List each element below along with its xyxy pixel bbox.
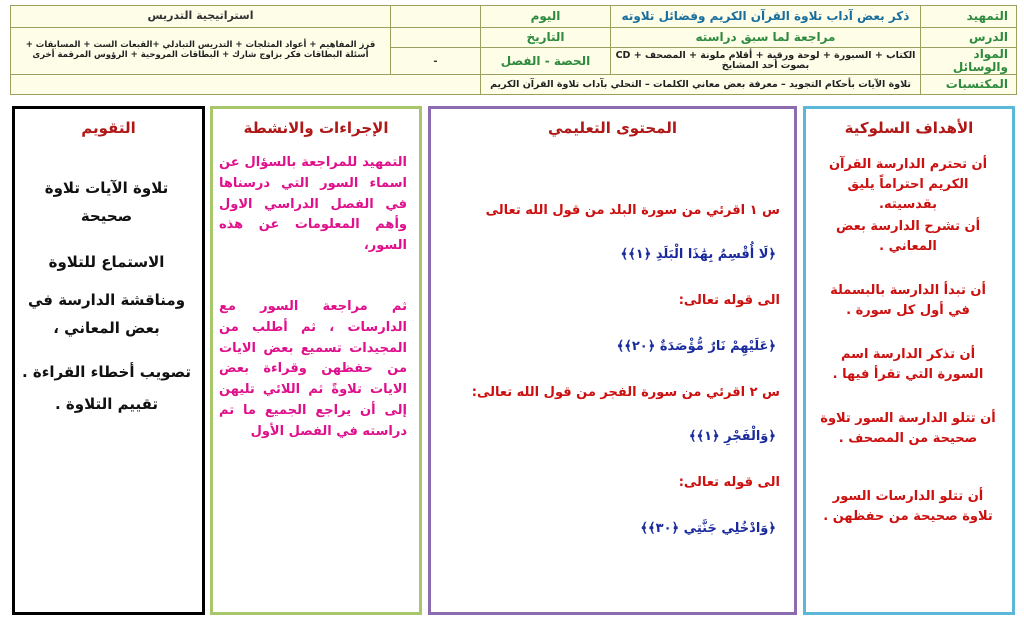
evaluation-item: تلاوة الآيات تلاوة صحيحة [44, 179, 169, 225]
activities-title: الإجراءات والانشطة [243, 119, 389, 137]
period-value: - [391, 48, 481, 75]
acquisitions-label: المكتسبات [921, 75, 1017, 95]
activities-column [210, 106, 422, 615]
day-label: اليوم [481, 6, 611, 28]
goal-item: أن تشرح الدارسة بعض المعاني . [835, 219, 981, 255]
evaluation-item: ومناقشة الدارسة في بعض المعاني ، [27, 291, 186, 337]
acquisitions-blank [11, 75, 481, 95]
evaluation-title: التقويم [81, 119, 136, 137]
until-label-2: الى قوله تعالى: [678, 475, 780, 490]
materials-value: الكتاب + السبورة + لوحة ورقية + أقلام ملونة + المصحف + CD بصوت أحد المشايخ [611, 48, 921, 75]
evaluation-column [12, 106, 205, 615]
verse-2: ﴿عَلَيْهِمْ نَارٌ مُّؤْصَدَةٌ ﴿٢٠﴾﴾ [616, 339, 776, 354]
intro-value: ذكر بعض آداب تلاوة القرآن الكريم وفضائل تلاوته [611, 6, 921, 28]
question-2: س ٢ اقرئي من سورة الفجر من قول الله تعالى: [471, 385, 780, 400]
lesson-value: مراجعة لما سبق دراسته [611, 28, 921, 48]
goal-item: أن تحترم الدارسة القرآن الكريم احتراماً يليق بقدسيته. [828, 157, 988, 213]
verse-4: ﴿وَادْخُلِي جَنَّتِي ﴿٣٠﴾﴾ [640, 521, 776, 536]
verse-1: ﴿لَا أُقْسِمُ بِهَٰذَا الْبَلَدِ ﴿١﴾﴾ [620, 247, 776, 262]
date-value [391, 28, 481, 48]
content-title: المحتوى التعليمي [548, 119, 677, 137]
materials-label: المواد والوسائل [921, 48, 1017, 75]
goal-item: أن تتلو الدارسات السور تلاوة صحيحة من حفظهن . [823, 489, 993, 525]
until-label-1: الى قوله تعالى: [678, 293, 780, 308]
goals-title: الأهداف السلوكية [844, 119, 974, 137]
goal-item: أن تتلو الدارسة السور تلاوة صحيحة من المصحف . [820, 411, 996, 447]
lesson-label: الدرس [921, 28, 1017, 48]
goal-item: أن تذكر الدارسة اسم السورة التي تقرأ فيها . [832, 347, 984, 383]
activity-paragraph-1: التمهيد للمراجعة بالسؤال عن اسماء السور التي درسناها في الفصل الدراسي الاول وأهم المعلومات عن هذه السور، [219, 155, 407, 254]
evaluation-item: تقييم التلاوة . [54, 395, 159, 413]
goals-column [803, 106, 1015, 615]
day-value [391, 6, 481, 28]
evaluation-item: الاستماع للتلاوة [48, 253, 165, 271]
strategies-value: قرز المفاهيم + أعواد المثلجات + التدريس التبادلي +القبعات الست + المسابقات + أسئلة البطاقات فكر بزاوج شارك + البطاقات المروحية + الرؤوس المرقمة أخرى [11, 28, 391, 75]
activity-paragraph-2: ثم مراجعة السور مع الدارسات ، ثم أطلب من المجيدات تسميع بعض الايات من حفظهن وقراءة بعض الايات تلاوةً ثم اللائي تليهن إلى أن يراجع الجميع ما تم دراسته في الفصل الأول [219, 299, 407, 439]
verse-3: ﴿وَالْفَجْرِ ﴿١﴾﴾ [688, 429, 776, 444]
question-1: س ١ اقرئي من سورة البلد من قول الله تعالى [485, 203, 780, 218]
content-column [428, 106, 797, 615]
intro-label: التمهيد [921, 6, 1017, 28]
strategy-label: استراتيجية التدريس [11, 6, 391, 28]
acquisitions-value: تلاوة الآيات بأحكام التجويد – معرفة بعض معاني الكلمات – التحلي بآداب تلاوة القرآن الكريم [481, 75, 921, 95]
date-label: التاريخ [481, 28, 611, 48]
goal-item: أن تبدأ الدارسة بالبسملة في أول كل سورة . [830, 283, 986, 319]
evaluation-item: تصويب أخطاء القراءة . [21, 363, 192, 381]
period-label: الحصة - الفصل [481, 48, 611, 75]
lesson-info-table [10, 5, 1017, 95]
